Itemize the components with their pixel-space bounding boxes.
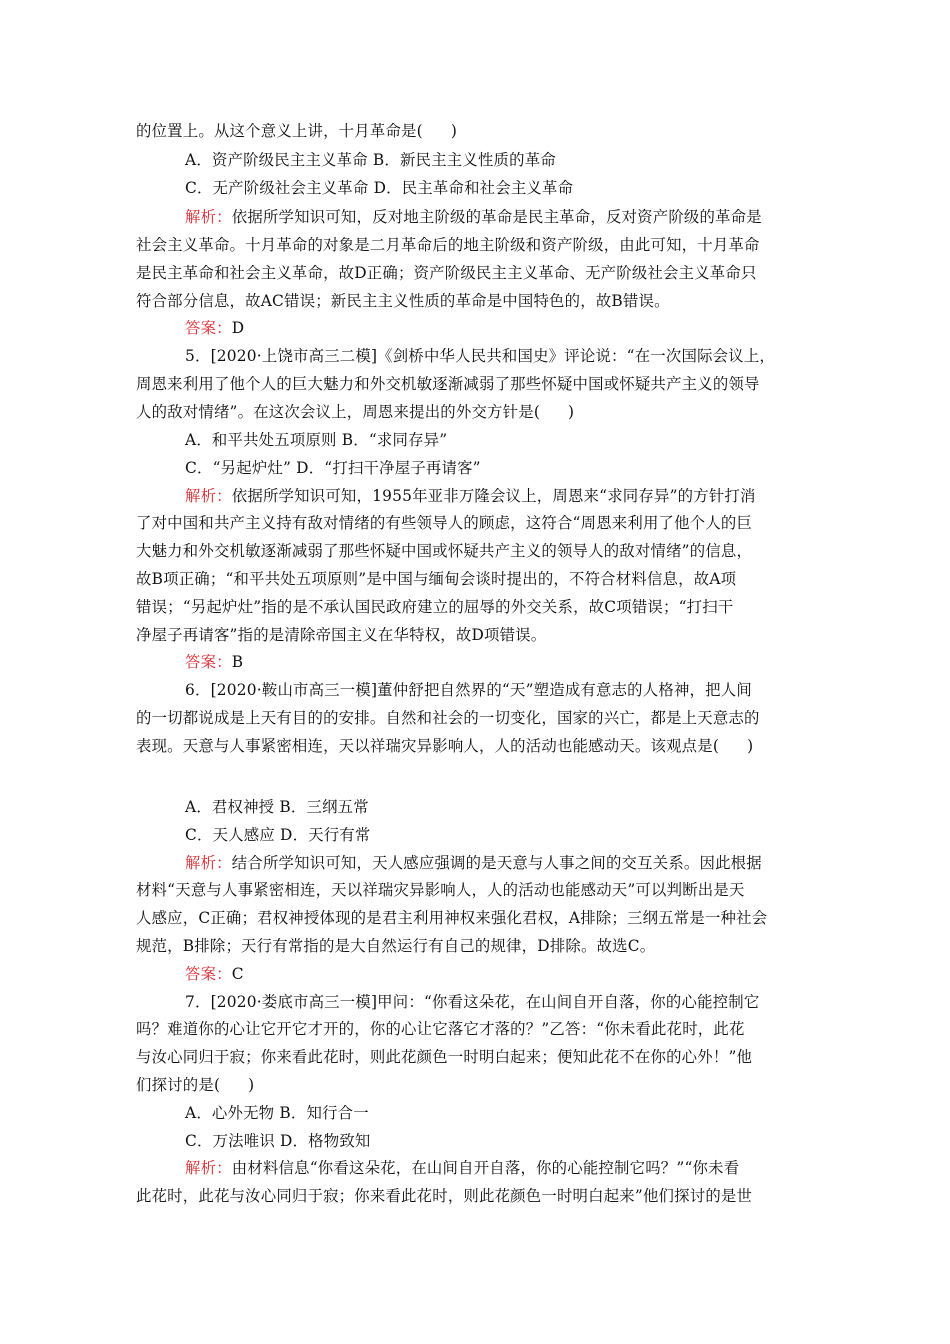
q5-analysis-line: 大魅力和外交机敏逐渐减弱了那些怀疑中国或怀疑共产主义的领导人的敌对情绪”的信息， [136, 542, 753, 560]
q5-answer [185, 652, 243, 672]
q5-option-a: A．和平共处五项原则 [185, 431, 337, 449]
q4-stem-line: 的位置上。从这个意义上讲，十月革命是( ) [136, 122, 458, 140]
q7-analysis-line: 此花时，此花与汝心同归于寂；你来看此花时，则此花颜色一时明白起来”他们探讨的是世 [136, 1187, 753, 1205]
q6-analysis-line: 人感应，C正确；君权神授体现的是君主利用神权来强化君权，A排除；三纲五常是一种社会 [136, 909, 768, 927]
q4-options-cd [185, 178, 573, 198]
q4-options-ab [185, 150, 556, 170]
q5-analysis-line: 故B项正确；“和平共处五项原则”是中国与缅甸会谈时提出的，不符合材料信息，故A项 [136, 570, 737, 588]
q5-analysis-line: 净屋子再请客”指的是清除帝国主义在华特权，故D项错误。 [136, 626, 547, 644]
q5-option-b: B．“求同存异” [341, 431, 448, 449]
q6-stem-line: 的一切都说成是上天有目的的安排。自然和社会的一切变化，国家的兴亡，都是上天意志的 [136, 709, 760, 727]
q4-option-d: D．民主革命和社会主义革命 [373, 179, 574, 197]
q7-options-ab [185, 1103, 369, 1123]
q7-stem-line: 7．[2020·娄底市高三一模]甲问：“你看这朵花，在山间自开自落，你的心能控制它 [185, 993, 760, 1011]
q6-option-b: B．三纲五常 [279, 798, 369, 816]
q4-option-c: C．无产阶级社会主义革命 [185, 179, 369, 197]
q6-answer-value: C [231, 965, 244, 983]
q5-option-d: D．“打扫干净屋子再请客” [296, 459, 481, 477]
q7-analysis-line: 解析：由材料信息“你看这朵花，在山间自开自落，你的心能控制它吗？”“你未看 [185, 1159, 740, 1177]
q4-analysis-line: 解析：依据所学知识可知，反对地主阶级的革命是民主革命，反对资产阶级的革命是 [185, 208, 762, 226]
q4-answer [185, 318, 244, 338]
q6-options-cd [185, 825, 371, 845]
q6-option-c: C．天人感应 [185, 826, 275, 844]
q5-stem-line: 人的敌对情绪”。在这次会议上，周恩来提出的外交方针是( ) [136, 403, 575, 421]
q6-analysis-line: 材料“天意与人事紧密相连，天以祥瑞灾异影响人，人的活动也能感动天”可以判断出是天 [136, 881, 745, 899]
q6-analysis-line: 解析：结合所学知识可知，天人感应强调的是天意与人事之间的交互关系。因此根据 [185, 854, 762, 872]
q6-answer-label: 答案： [185, 965, 232, 983]
q5-answer-value: B [231, 653, 244, 671]
q5-options-cd [185, 458, 481, 478]
q4-option-b: B．新民主主义性质的革命 [372, 151, 556, 169]
q5-stem-line: 周恩来利用了他个人的巨大魅力和外交机敏逐渐减弱了那些怀疑中国或怀疑共产主义的领导 [136, 375, 760, 393]
q5-option-c: C．“另起炉灶” [185, 459, 292, 477]
q7-stem-line: 们探讨的是( ) [136, 1076, 255, 1094]
q6-stem-line: 表现。天意与人事紧密相连，天以祥瑞灾异影响人，人的活动也能感动天。该观点是( ) [136, 737, 754, 755]
q4-analysis-line: 是民主革命和社会主义革命，故D正确；资产阶级民主主义革命、无产阶级社会主义革命只 [136, 264, 757, 282]
q6-answer [185, 964, 244, 984]
q4-answer-value: D [231, 319, 245, 337]
q5-options-ab [185, 430, 447, 450]
q7-option-c: C．万法唯识 [185, 1132, 275, 1150]
q4-option-a: A．资产阶级民主主义革命 [185, 151, 368, 169]
q7-stem-line: 吗？难道你的心让它开它才开的，你的心让它落它才落的？”乙答：“你未看此花时，此花 [136, 1020, 745, 1038]
q4-analysis-line: 符合部分信息，故AC错误；新民主主义性质的革命是中国特色的，故B错误。 [136, 292, 670, 310]
q6-analysis-label: 解析： [185, 854, 232, 872]
q4-analysis-label: 解析： [185, 208, 232, 226]
q6-analysis-line: 规范，B排除；天行有常指的是大自然运行有自己的规律，D排除。故选C。 [136, 937, 656, 955]
q5-analysis-line: 解析：依据所学知识可知，1955年亚非万隆会议上，周恩来“求同存异”的方针打消 [185, 487, 756, 505]
q6-option-d: D．天行有常 [280, 826, 371, 844]
q6-options-ab [185, 797, 369, 817]
q7-option-d: D．格物致知 [280, 1132, 371, 1150]
q7-analysis-label: 解析： [185, 1159, 232, 1177]
q6-option-a: A．君权神授 [185, 798, 275, 816]
q4-answer-label: 答案： [185, 319, 232, 337]
q7-options-cd [185, 1131, 371, 1151]
q5-analysis-line: 错误；“另起炉灶”指的是不承认国民政府建立的屈辱的外交关系，故C项错误；“打扫干 [136, 598, 734, 616]
q5-stem-line: 5．[2020·上饶市高三二模]《剑桥中华人民共和国史》评论说：“在一次国际会议上， [185, 347, 776, 365]
q4-analysis-line: 社会主义革命。十月革命的对象是二月革命后的地主阶级和资产阶级，由此可知，十月革命 [136, 236, 760, 254]
q5-answer-label: 答案： [185, 653, 232, 671]
q7-option-a: A．心外无物 [185, 1104, 275, 1122]
q7-stem-line: 与汝心同归于寂；你来看此花时，则此花颜色一时明白起来；便知此花不在你的心外！”他 [136, 1048, 753, 1066]
q5-analysis-line: 了对中国和共产主义持有敌对情绪的有些领导人的顾虑，这符合“周恩来利用了他个人的巨 [136, 514, 753, 532]
q5-analysis-label: 解析： [185, 487, 232, 505]
q7-option-b: B．知行合一 [279, 1104, 369, 1122]
q6-stem-line: 6．[2020·鞍山市高三一模]董仲舒把自然界的“天”塑造成有意志的人格神，把人间 [185, 681, 752, 699]
